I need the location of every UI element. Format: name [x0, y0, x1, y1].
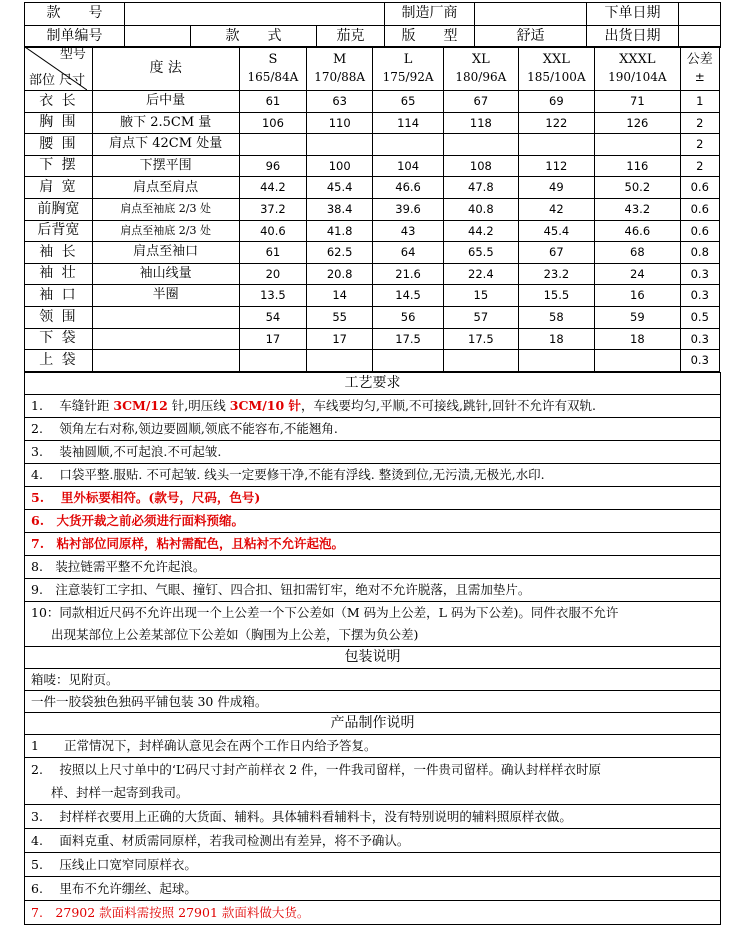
size-value: 96 — [239, 155, 307, 177]
part-name: 上 袋 — [25, 350, 93, 372]
craft-item-1: 1. 车缝针距 3CM/12 针,明压线 3CM/10 针，车线要均匀,平顺,不可接线,跳针,回针不允许有双轨. — [25, 395, 721, 418]
size-value: 65.5 — [444, 242, 518, 264]
size-value: 20 — [239, 263, 307, 285]
product-item-7: 7. 27902 款面料需按照 27901 款面料做大货。 — [25, 901, 721, 925]
product-item-4: 4. 面料克重、材质需同原样，若我司检测出有差异，将不予确认。 — [25, 829, 721, 853]
size-value: 17 — [307, 328, 373, 350]
size-row — [25, 263, 720, 285]
part-name: 领 围 — [25, 306, 93, 328]
part-name: 袖 口 — [25, 285, 93, 307]
size-value: 108 — [444, 155, 518, 177]
packing-line-2: 一件一胶袋独色独码平铺包装 30 件成箱。 — [25, 691, 721, 713]
size-value — [595, 350, 680, 372]
size-value: 41.8 — [307, 220, 373, 242]
tolerance-value: 2 — [680, 112, 719, 134]
size-value — [373, 134, 444, 156]
product-title: 产品制作说明 — [25, 713, 721, 735]
size-value — [518, 134, 595, 156]
size-value: 20.8 — [307, 263, 373, 285]
corner-header — [25, 47, 93, 91]
size-value: 62.5 — [307, 242, 373, 264]
size-value: 23.2 — [518, 263, 595, 285]
size-value: 50.2 — [595, 177, 680, 199]
size-value: 69 — [518, 91, 595, 113]
measure-method — [92, 350, 239, 372]
size-value — [373, 350, 444, 372]
size-value — [239, 134, 307, 156]
size-row — [25, 155, 720, 177]
size-value: 61 — [239, 91, 307, 113]
manufacturer-label: 制造厂商 — [385, 3, 475, 26]
size-value — [444, 350, 518, 372]
craft-item-2: 2. 领角左右对称,领边要圆顺,领底不能容布,不能翘角. — [25, 418, 721, 441]
tolerance-value: 2 — [680, 134, 719, 156]
size-row — [25, 198, 720, 220]
craft-item-8: 8. 装拉链需平整不允许起浪。 — [25, 556, 721, 579]
measure-method: 下摆平围 — [92, 155, 239, 177]
size-row — [25, 328, 720, 350]
size-value: 16 — [595, 285, 680, 307]
size-value: 22.4 — [444, 263, 518, 285]
pattern-value: 舒适 — [475, 26, 587, 48]
size-value — [444, 134, 518, 156]
packing-title: 包装说明 — [25, 647, 721, 669]
size-value: 63 — [307, 91, 373, 113]
size-value: 64 — [373, 242, 444, 264]
size-header-l: L 175/92A — [373, 47, 444, 91]
part-name: 袖 长 — [25, 242, 93, 264]
size-value: 13.5 — [239, 285, 307, 307]
size-value: 46.6 — [373, 177, 444, 199]
size-value: 15.5 — [518, 285, 595, 307]
size-row — [25, 242, 720, 264]
size-value: 61 — [239, 242, 307, 264]
size-value: 39.6 — [373, 198, 444, 220]
spec-table — [24, 2, 721, 48]
tolerance-value: 0.6 — [680, 220, 719, 242]
product-item-5: 5. 压线止口宽窄同原样衣。 — [25, 853, 721, 877]
size-value: 40.6 — [239, 220, 307, 242]
size-header-xxl: XXL 185/100A — [518, 47, 595, 91]
size-value: 58 — [518, 306, 595, 328]
size-value: 112 — [518, 155, 595, 177]
corner-bottom-label: 部位 尺寸 — [29, 72, 86, 88]
craft-item-4: 4. 口袋平整.服贴. 不可起皱. 线头一定要修干净,不能有浮线. 整烫到位,无污渍,无极光,水印. — [25, 464, 721, 487]
size-value: 15 — [444, 285, 518, 307]
size-value: 45.4 — [307, 177, 373, 199]
craft-title: 工艺要求 — [25, 373, 721, 395]
part-name: 胸 围 — [25, 112, 93, 134]
size-value: 126 — [595, 112, 680, 134]
ship-date-label: 出货日期 — [587, 26, 679, 48]
size-value: 65 — [373, 91, 444, 113]
size-value: 44.2 — [444, 220, 518, 242]
size-value — [518, 350, 595, 372]
measure-method: 后中量 — [92, 91, 239, 113]
part-name: 前胸宽 — [25, 198, 93, 220]
size-value: 14 — [307, 285, 373, 307]
size-value: 68 — [595, 242, 680, 264]
part-name: 后背宽 — [25, 220, 93, 242]
size-row — [25, 112, 720, 134]
size-value: 18 — [518, 328, 595, 350]
size-value — [307, 134, 373, 156]
packing-line-1: 箱唛：见附页。 — [25, 669, 721, 691]
order-no-value[interactable] — [125, 26, 191, 48]
size-value: 17 — [239, 328, 307, 350]
size-value: 40.8 — [444, 198, 518, 220]
product-item-6: 6. 里布不允许绷丝、起球。 — [25, 877, 721, 901]
size-value: 37.2 — [239, 198, 307, 220]
size-value: 114 — [373, 112, 444, 134]
craft-item-5: 5. 里外标要相符。(款号，尺码，色号) — [25, 487, 721, 510]
measure-method — [92, 306, 239, 328]
style-label: 款 式 — [191, 26, 317, 48]
manufacturer-value[interactable] — [475, 3, 587, 26]
size-value: 38.4 — [307, 198, 373, 220]
size-value: 100 — [307, 155, 373, 177]
size-value: 104 — [373, 155, 444, 177]
product-item-2: 2. 按照以上尺寸单中的‘L’码尺寸封产前样衣 2 件，一件我司留样，一件贵司留样。确认封样样衣时原 样、封样一起寄到我司。 — [25, 758, 721, 805]
size-row — [25, 134, 720, 156]
part-name: 衣 长 — [25, 91, 93, 113]
method-header: 度 法 — [92, 47, 239, 91]
size-rows — [25, 91, 720, 372]
part-name: 腰 围 — [25, 134, 93, 156]
ship-date-value[interactable] — [679, 26, 721, 48]
size-value: 116 — [595, 155, 680, 177]
style-no-value[interactable] — [125, 3, 385, 26]
size-value — [595, 134, 680, 156]
size-value — [239, 350, 307, 372]
tolerance-value: 0.3 — [680, 285, 719, 307]
order-date-label: 下单日期 — [587, 3, 679, 26]
size-row — [25, 220, 720, 242]
craft-item-7: 7. 粘衬部位同原样，粘衬需配色，且粘衬不允许起泡。 — [25, 533, 721, 556]
tolerance-value: 0.3 — [680, 328, 719, 350]
size-row — [25, 350, 720, 372]
size-value: 24 — [595, 263, 680, 285]
size-value: 45.4 — [518, 220, 595, 242]
tolerance-value: 0.5 — [680, 306, 719, 328]
size-header-m: M 170/88A — [307, 47, 373, 91]
size-value: 43 — [373, 220, 444, 242]
part-name: 下 袋 — [25, 328, 93, 350]
order-date-value[interactable] — [679, 3, 721, 26]
tolerance-value: 0.3 — [680, 350, 719, 372]
tolerance-header: 公差 ± — [680, 47, 719, 91]
size-value: 56 — [373, 306, 444, 328]
craft-item-6: 6. 大货开裁之前必须进行面料预缩。 — [25, 510, 721, 533]
measure-method: 肩点至肩点 — [92, 177, 239, 199]
size-value: 43.2 — [595, 198, 680, 220]
craft-item-9: 9. 注意装钉工字扣、气眼、撞钉、四合扣、钮扣需钉牢，绝对不允许脱落，且需加垫片。 — [25, 579, 721, 602]
order-no-label: 制单编号 — [25, 26, 125, 48]
craft-item-3: 3. 装袖圆顺,不可起浪.不可起皱. — [25, 441, 721, 464]
tolerance-value: 0.8 — [680, 242, 719, 264]
corner-top-label: 型号 — [59, 47, 86, 62]
size-value: 17.5 — [373, 328, 444, 350]
part-name: 肩 宽 — [25, 177, 93, 199]
size-value: 57 — [444, 306, 518, 328]
measure-method: 腋下 2.5CM 量 — [92, 112, 239, 134]
size-header-xxxl: XXXL 190/104A — [595, 47, 680, 91]
size-value: 55 — [307, 306, 373, 328]
size-value: 54 — [239, 306, 307, 328]
style-value: 茄克 — [317, 26, 385, 48]
size-value: 17.5 — [444, 328, 518, 350]
measure-method: 肩点下 42CM 处量 — [92, 134, 239, 156]
style-no-label: 款 号 — [25, 3, 125, 26]
measure-method: 肩点至袖底 2/3 处 — [92, 198, 239, 220]
measure-method: 肩点至袖口 — [92, 242, 239, 264]
size-value: 14.5 — [373, 285, 444, 307]
part-name: 下 摆 — [25, 155, 93, 177]
size-value: 122 — [518, 112, 595, 134]
measure-method: 半圈 — [92, 285, 239, 307]
pattern-label: 版 型 — [385, 26, 475, 48]
size-table — [24, 46, 720, 372]
size-value: 71 — [595, 91, 680, 113]
measure-method — [92, 328, 239, 350]
size-value: 21.6 — [373, 263, 444, 285]
size-value: 106 — [239, 112, 307, 134]
part-name: 袖 壮 — [25, 263, 93, 285]
size-row — [25, 177, 720, 199]
tolerance-value: 0.3 — [680, 263, 719, 285]
size-value: 46.6 — [595, 220, 680, 242]
size-row — [25, 306, 720, 328]
size-value: 42 — [518, 198, 595, 220]
tolerance-value: 0.6 — [680, 177, 719, 199]
tolerance-value: 2 — [680, 155, 719, 177]
size-value — [307, 350, 373, 372]
size-row — [25, 285, 720, 307]
size-value: 18 — [595, 328, 680, 350]
craft-table — [24, 372, 721, 925]
tolerance-value: 0.6 — [680, 198, 719, 220]
size-header-xl: XL 180/96A — [444, 47, 518, 91]
size-value: 110 — [307, 112, 373, 134]
measure-method: 肩点至袖底 2/3 处 — [92, 220, 239, 242]
measure-method: 袖山线量 — [92, 263, 239, 285]
size-value: 67 — [444, 91, 518, 113]
size-row — [25, 91, 720, 113]
craft-item-10: 10：同款相近尺码不允许出现一个上公差一个下公差如（M 码为上公差，L 码为下公差)。同件衣服不允许 出现某部位上公差某部位下公差如（胸围为上公差，下摆为负公差) — [25, 602, 721, 647]
size-value: 44.2 — [239, 177, 307, 199]
product-item-1: 1 正常情况下，封样确认意见会在两个工作日内给予答复。 — [25, 735, 721, 758]
size-value: 47.8 — [444, 177, 518, 199]
tolerance-value: 1 — [680, 91, 719, 113]
size-value: 49 — [518, 177, 595, 199]
size-value: 59 — [595, 306, 680, 328]
product-item-3: 3. 封样样衣要用上正确的大货面、辅料。具体辅料看辅料卡，没有特别说明的辅料照原样衣做。 — [25, 805, 721, 829]
size-header-s: S 165/84A — [239, 47, 307, 91]
size-value: 67 — [518, 242, 595, 264]
size-value: 118 — [444, 112, 518, 134]
